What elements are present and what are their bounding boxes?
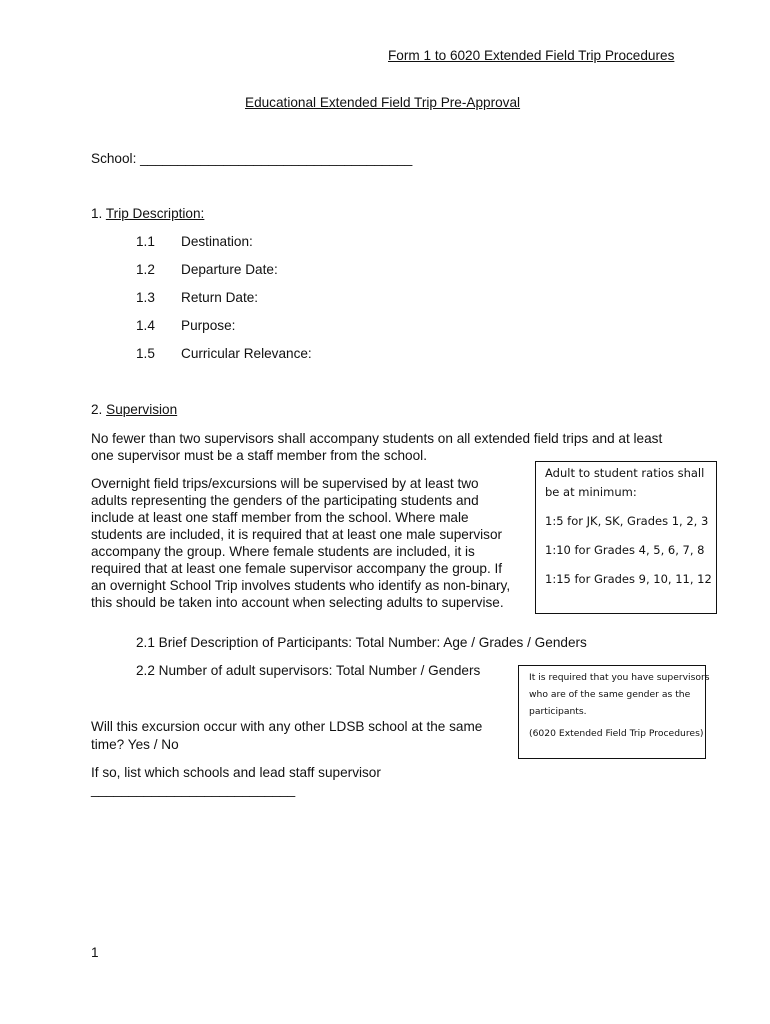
item-1-3-num: 1.3 bbox=[136, 290, 155, 305]
school-field-row bbox=[91, 151, 412, 167]
overnight-para-line-1: Overnight field trips/excursions will be supervised by at least two bbox=[91, 476, 479, 491]
document-title: Educational Extended Field Trip Pre-Approval bbox=[245, 95, 521, 110]
overnight-para-line-7: an overnight School Trip involves students who identify as non-binary, bbox=[91, 578, 511, 593]
gender-callout-box bbox=[518, 665, 710, 759]
school-label: School: bbox=[91, 151, 137, 166]
other-school-question-line-2: time? Yes / No bbox=[91, 737, 179, 752]
section-1-title: Trip Description: bbox=[105, 206, 205, 221]
section-2-title: Supervision bbox=[106, 402, 178, 417]
gender-box-line-4: (6020 Extended Field Trip Procedures) bbox=[529, 728, 704, 739]
ratio-box-line-2: be at minimum: bbox=[545, 485, 637, 499]
other-school-question-line-1: Will this excursion occur with any other LDSB school at the same bbox=[91, 719, 483, 734]
list-schools-prompt: If so, list which schools and lead staff supervisor bbox=[91, 765, 381, 780]
overnight-para-line-5: accompany the group. Where female students are included, it is bbox=[91, 544, 475, 559]
item-2-2: 2.2 Number of adult supervisors: Total Number / Genders bbox=[136, 663, 481, 678]
section-2-number: 2. bbox=[91, 402, 103, 417]
form-title: Form 1 to 6020 Extended Field Trip Procedures bbox=[388, 48, 675, 63]
supervision-intro-line-2: one supervisor must be a staff member from the school. bbox=[91, 448, 427, 463]
overnight-para-line-3: include at least one staff member from the school. Where male bbox=[91, 510, 469, 525]
section-1-number: 1. bbox=[91, 206, 103, 221]
list-schools-blank: ___________________________ bbox=[91, 782, 296, 797]
ratio-item: 1:10 for Grades 4, 5, 6, 7, 8 bbox=[545, 543, 705, 557]
item-1-2-label: Departure Date: bbox=[181, 262, 278, 277]
item-2-1: 2.1 Brief Description of Participants: Total Number: Age / Grades / Genders bbox=[136, 635, 587, 650]
item-1-4-num: 1.4 bbox=[136, 318, 155, 333]
item-1-3-label: Return Date: bbox=[181, 290, 259, 305]
item-1-4-label: Purpose: bbox=[181, 318, 236, 333]
item-1-1-num: 1.1 bbox=[136, 234, 155, 249]
overnight-para-line-6: required that at least one female supervisor accompany the group. If bbox=[91, 561, 503, 576]
item-1-2-num: 1.2 bbox=[136, 262, 155, 277]
page-number: 1 bbox=[91, 945, 99, 960]
section-2-heading bbox=[91, 402, 177, 418]
item-1-5-num: 1.5 bbox=[136, 346, 155, 361]
school-blank: ____________________________________ bbox=[140, 151, 413, 166]
gender-box-line-1: It is required that you have supervisors bbox=[529, 672, 710, 683]
section-1-heading bbox=[91, 206, 204, 222]
gender-box-line-2: who are of the same gender as the bbox=[529, 689, 691, 700]
overnight-para-line-2: adults representing the genders of the participating students and bbox=[91, 493, 479, 508]
supervision-intro-line-1: No fewer than two supervisors shall accompany students on all extended field trips and at least bbox=[91, 431, 663, 446]
ratio-item: 1:5 for JK, SK, Grades 1, 2, 3 bbox=[545, 514, 709, 528]
ratio-item: 1:15 for Grades 9, 10, 11, 12 bbox=[545, 572, 712, 586]
overnight-para-line-4: students are included, it is required that at least one male supervisor bbox=[91, 527, 503, 542]
item-1-1-label: Destination: bbox=[181, 234, 253, 249]
item-1-5-label: Curricular Relevance: bbox=[181, 346, 312, 361]
gender-box-line-3: participants. bbox=[529, 706, 587, 717]
ratio-box-line-1: Adult to student ratios shall bbox=[545, 466, 705, 480]
overnight-para-line-8: this should be taken into account when selecting adults to supervise. bbox=[91, 595, 504, 610]
ratio-callout-box bbox=[535, 461, 717, 614]
